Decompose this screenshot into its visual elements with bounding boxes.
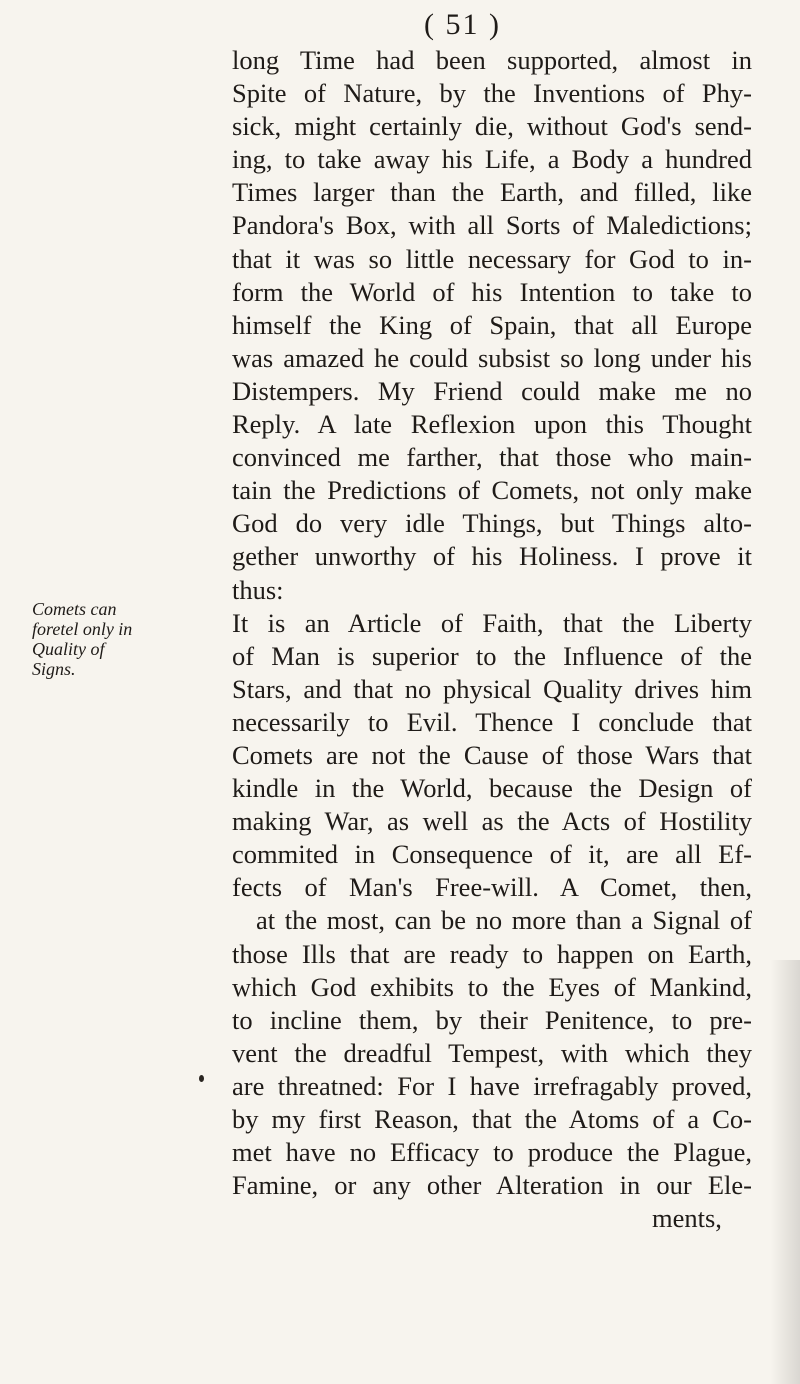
- marginal-note-line: foretel only in: [32, 619, 133, 639]
- text-line: thus:: [232, 574, 284, 605]
- text-line: to incline them, by their Penitence, to pre-: [232, 1004, 752, 1035]
- body-text: [232, 44, 752, 1235]
- text-line: kindle in the World, because the Design of: [232, 773, 752, 804]
- text-line: which God exhibits to the Eyes of Mankind,: [232, 971, 752, 1002]
- text-line: vent the dreadful Tempest, with which they: [232, 1037, 752, 1068]
- text-line: gether unworthy of his Holiness. I prove it: [232, 541, 752, 572]
- text-line: met have no Efficacy to produce the Plague,: [232, 1137, 752, 1168]
- catchword: ments,: [652, 1203, 722, 1234]
- marginal-note-line: Quality of: [32, 639, 105, 659]
- text-line: Comets are not the Cause of those Wars that: [232, 739, 752, 770]
- text-line: It is an Article of Faith, that the Liberty: [232, 607, 752, 638]
- page-edge-shadow: [770, 960, 800, 1384]
- text-line: Spite of Nature, by the Inventions of Phy-: [232, 78, 752, 109]
- marginal-note: [32, 599, 202, 679]
- text-line: Pandora's Box, with all Sorts of Maledictions;: [232, 210, 752, 241]
- text-line: form the World of his Intention to take to: [232, 276, 752, 307]
- page-number: ( 51 ): [424, 8, 501, 41]
- text-line: ing, to take away his Life, a Body a hundred: [232, 144, 752, 175]
- marginal-note-line: Comets can: [32, 599, 117, 619]
- text-line: are threatned: For I have irrefragably proved,: [232, 1070, 752, 1101]
- text-line: convinced me farther, that those who main-: [232, 442, 752, 473]
- text-line: was amazed he could subsist so long under his: [232, 342, 752, 373]
- text-line: tain the Predictions of Comets, not only make: [232, 475, 752, 506]
- text-line: God do very idle Things, but Things alto-: [232, 508, 752, 539]
- text-line: necessarily to Evil. Thence I conclude that: [232, 706, 752, 737]
- text-line: by my first Reason, that the Atoms of a Co-: [232, 1104, 752, 1134]
- text-line: Famine, or any other Alteration in our Ele-: [232, 1170, 752, 1201]
- text-line: that it was so little necessary for God to in-: [232, 243, 752, 274]
- text-line: making War, as well as the Acts of Hostility: [232, 806, 752, 837]
- text-line: Stars, and that no physical Quality drives him: [232, 673, 752, 704]
- text-line: fects of Man's Free-will. A Comet, then,: [232, 872, 752, 903]
- text-line: sick, might certainly die, without God's send-: [232, 111, 752, 142]
- text-line: Reply. A late Reflexion upon this Thought: [232, 409, 752, 440]
- text-line: commited in Consequence of it, are all Ef-: [232, 839, 752, 870]
- text-line: Times larger than the Earth, and filled, like: [232, 177, 752, 208]
- printer-mark: [199, 1075, 204, 1082]
- text-line: Distempers. My Friend could make me no: [232, 375, 752, 406]
- marginal-note-line: Signs.: [32, 659, 76, 679]
- text-line: long Time had been supported, almost in: [232, 45, 752, 75]
- text-line: those Ills that are ready to happen on Earth,: [232, 938, 752, 969]
- text-line: himself the King of Spain, that all Europe: [232, 309, 752, 340]
- text-line: of Man is superior to the Influence of the: [232, 640, 752, 671]
- text-line: at the most, can be no more than a Signal of: [256, 905, 752, 936]
